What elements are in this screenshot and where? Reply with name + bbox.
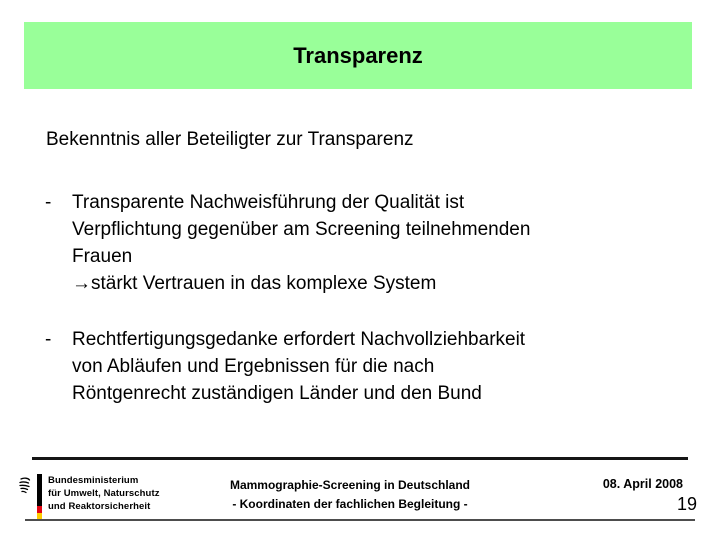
bullet-sub-arrow-line: →stärkt Vertrauen in das komplexe System <box>72 273 437 294</box>
footer-divider-thin <box>25 519 695 521</box>
footer-divider-thick <box>32 457 688 460</box>
footer-title-line: Mammographie-Screening in Deutschland <box>229 478 471 492</box>
footer-date: 08. April 2008 <box>602 477 683 491</box>
bullet-text-line: Röntgenrecht zuständigen Länder und den Bund <box>72 383 482 404</box>
slide-title: Transparenz <box>293 42 423 68</box>
bullet-item <box>45 189 695 270</box>
bullet-text <box>72 189 695 270</box>
bullet-text-line: Transparente Nachweisführung der Qualität ist <box>72 192 465 213</box>
bullet-item <box>45 326 695 407</box>
flag-red-band <box>37 506 42 513</box>
bullet-text-line: Rechtfertigungsgedanke erfordert Nachvollziehbarkeit <box>72 329 526 350</box>
bullet-text-line: Frauen <box>72 246 133 267</box>
slide-title-bar <box>24 22 692 89</box>
bullet-text-line: Verpflichtung gegenüber am Screening teilnehmenden <box>72 219 531 240</box>
ministry-line: Bundesministerium <box>48 475 139 486</box>
bullet-marker: - <box>45 192 52 213</box>
body-content <box>45 189 695 407</box>
german-flag-stripe-icon <box>37 474 42 520</box>
federal-eagle-icon <box>19 477 31 494</box>
bullet-text-line: von Abläufen und Ergebnissen für die nach <box>72 356 435 377</box>
bullet-marker: - <box>45 329 52 350</box>
flag-black-band <box>37 474 42 506</box>
page-number: 19 <box>676 494 697 514</box>
ministry-line: für Umwelt, Naturschutz <box>48 487 160 499</box>
body-heading: Bekenntnis aller Beteiligter zur Transparenz <box>46 129 414 150</box>
ministry-logo-text <box>48 475 160 513</box>
footer-title <box>180 476 520 513</box>
bullet-text <box>72 326 695 407</box>
footer-title-line: - Koordinaten der fachlichen Begleitung - <box>232 496 468 511</box>
ministry-line: und Reaktorsicherheit <box>48 500 151 512</box>
